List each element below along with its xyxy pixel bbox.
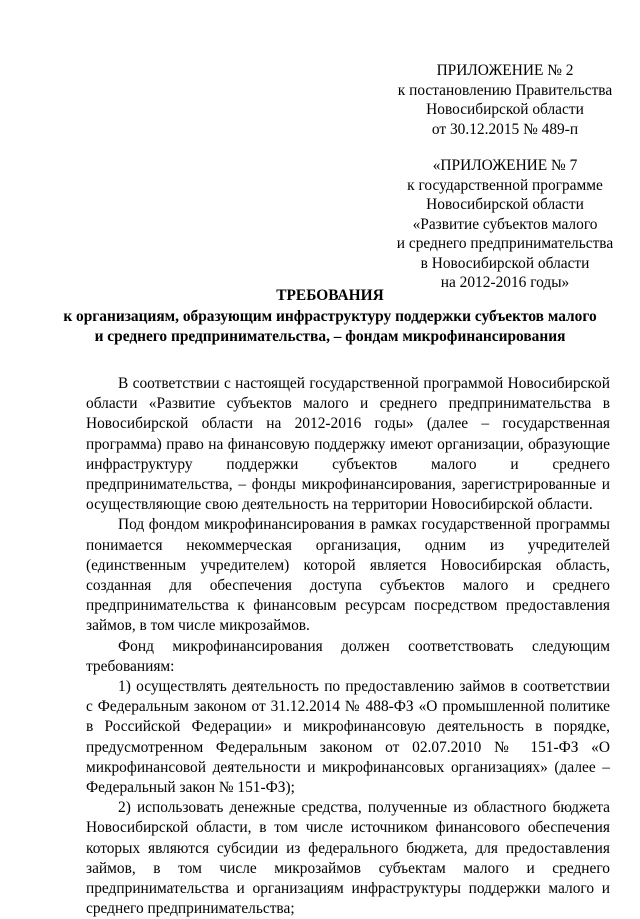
title-subtitle-line: к организациям, образующим инфраструктуру поддержки субъектов малого xyxy=(63,307,597,325)
appendix-2-line: к постановлению Правительства xyxy=(397,81,613,99)
body-paragraph: 2) использовать денежные средства, полученные из областного бюджета Новосибирской области, в том числе источником финансового обеспечения которых являются субсидии из федерального бюджета, для предоставления займов, в том числе микрозаймов субъектам малого и среднего предпринимательства и организациям инфраструктуры поддержки малого и среднего предпринимательства; xyxy=(86,799,610,918)
document-title xyxy=(60,286,600,348)
appendix-7-line: «Развитие субъектов малого xyxy=(412,215,598,233)
body-paragraph: Под фондом микрофинансирования в рамках государственной программы понимается некоммерческая организация, одним из учредителей (единственным учредителем) которой является Новосибирская область, созданная для обеспечения доступа субъектов малого и среднего предпринимательства к финансовым ресурсам посредством предоставления займов, в том числе микрозаймов. xyxy=(86,516,610,635)
appendix-7-line: Новосибирской области xyxy=(426,196,584,213)
body-paragraph: В соответствии с настоящей государственной программой Новосибирской области «Развитие субъектов малого и среднего предпринимательства в Новосибирской области на 2012-2016 годы» (далее – государственная программа) право на финансовую поддержку имеют организации, образующие инфраструктуру поддержки субъектов малого и среднего предпринимательства, – фонды микрофинансирования, зарегистрированные и осуществляющие свою деятельность на территории Новосибирской области. xyxy=(86,375,610,514)
appendix-7-line: «ПРИЛОЖЕНИЕ № 7 xyxy=(432,157,578,174)
appendix-7-line: в Новосибирской области xyxy=(420,254,590,272)
title-heading: ТРЕБОВАНИЯ xyxy=(276,287,384,304)
appendix-7-line: на 2012-2016 годы» xyxy=(440,274,570,291)
body-paragraph: Фонд микрофинансирования должен соответствовать следующим требованиям: xyxy=(86,637,610,675)
body-paragraph: 1) осуществлять деятельность по предоставлению займов в соответствии с Федеральным законом от 31.12.2014 № 488-ФЗ «О промышленной политике в Российской Федерации» и микрофинансовую деятельность в порядке, предусмотренном Федеральным законом от 02.07.2010 № 151-ФЗ «О микрофинансовой деятельности и микрофинансовых организациях» (далее – Федеральный закон № 151-ФЗ); xyxy=(86,678,610,797)
appendix-2-line: ПРИЛОЖЕНИЕ № 2 xyxy=(436,62,574,79)
document-body xyxy=(86,374,610,919)
appendix-2-line: Новосибирской области xyxy=(426,101,584,118)
title-subtitle-line: и среднего предпринимательства, – фондам микрофинансирования xyxy=(94,328,566,345)
appendix-2-line: от 30.12.2015 № 489-п xyxy=(431,120,579,138)
appendix-2-header xyxy=(380,61,630,139)
appendix-7-line: к государственной программе xyxy=(407,176,603,194)
appendix-7-header xyxy=(380,156,630,293)
appendix-7-line: и среднего предпринимательства xyxy=(396,235,614,252)
